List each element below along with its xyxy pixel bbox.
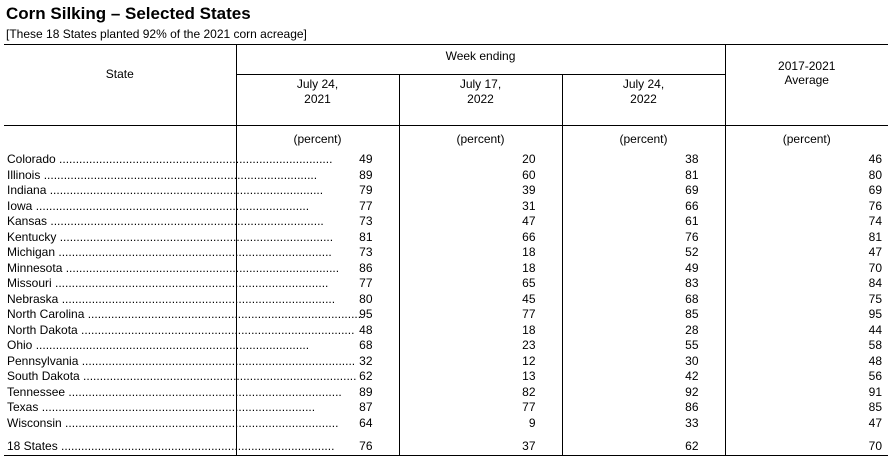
unit-label: (percent)	[725, 126, 888, 153]
table-row	[4, 416, 888, 432]
state-cell	[4, 260, 340, 277]
value-july24-2021: 32	[236, 354, 399, 370]
table-row	[4, 354, 888, 370]
state-name: Tennessee	[7, 384, 66, 399]
leader-dots: ..................................................................................	[56, 229, 334, 244]
state-name: Ohio	[7, 338, 33, 352]
leader-dots: ..................................................................................	[46, 183, 324, 197]
value-july24-2022: 76	[562, 230, 725, 246]
unit-spacer	[4, 126, 236, 153]
leader-dots: ..................................................................................	[55, 152, 333, 166]
leader-dots: ..................................................................................	[51, 276, 329, 290]
value-july17-2022: 77	[399, 307, 562, 323]
table-row	[4, 245, 888, 261]
value-july24-2022: 62	[562, 439, 725, 455]
table-row	[4, 261, 888, 277]
value-july24-2021: 89	[236, 168, 399, 184]
value-average: 80	[725, 168, 888, 184]
value-july24-2022: 85	[562, 307, 725, 323]
value-july24-2022: 61	[562, 214, 725, 230]
value-average: 75	[725, 292, 888, 308]
state-name: Indiana	[7, 183, 47, 197]
value-july24-2022: 83	[562, 276, 725, 292]
value-july24-2022: 55	[562, 338, 725, 354]
state-name: Wisconsin	[7, 415, 62, 430]
value-july24-2021: 87	[236, 400, 399, 416]
col-july24-2021-header	[236, 75, 399, 126]
state-cell	[4, 291, 336, 308]
leader-dots: ..................................................................................	[77, 322, 355, 337]
state-cell	[4, 369, 357, 385]
col3-line1: July 24,	[622, 77, 665, 92]
value-july24-2022: 69	[562, 183, 725, 199]
table-row	[4, 400, 888, 416]
value-july24-2021: 77	[236, 276, 399, 292]
value-july24-2021: 89	[236, 385, 399, 401]
average-header-line1: 2017-2021	[778, 59, 836, 73]
leader-dots: ..................................................................................	[61, 415, 339, 430]
state-header: State	[4, 45, 236, 126]
value-july17-2022: 9	[399, 416, 562, 432]
state-name: North Carolina	[7, 307, 85, 321]
value-average: 85	[725, 400, 888, 416]
value-average: 81	[725, 230, 888, 246]
value-average: 84	[725, 276, 888, 292]
value-july24-2021: 64	[236, 416, 399, 432]
value-july17-2022: 37	[399, 439, 562, 455]
value-july17-2022: 39	[399, 183, 562, 199]
spacer-cell	[725, 431, 888, 439]
table-row	[4, 385, 888, 401]
table-row	[4, 230, 888, 246]
value-average: 47	[725, 245, 888, 261]
leader-dots: ..................................................................................	[62, 260, 340, 275]
value-july17-2022: 82	[399, 385, 562, 401]
col2-line1: July 17,	[459, 77, 502, 92]
state-cell	[4, 183, 324, 199]
state-name: Minnesota	[7, 260, 63, 275]
value-july24-2021: 76	[236, 439, 399, 455]
value-july17-2022: 31	[399, 199, 562, 215]
state-name: 18 States	[7, 439, 58, 453]
value-july24-2021: 95	[236, 307, 399, 323]
col1-line2: 2021	[304, 92, 331, 107]
leader-dots: ..................................................................................	[84, 307, 362, 321]
state-name: Missouri	[7, 276, 52, 290]
state-name: Kansas	[7, 214, 48, 228]
value-average: 58	[725, 338, 888, 354]
state-name: Pennsylvania	[7, 353, 79, 368]
value-july24-2022: 86	[562, 400, 725, 416]
table-row	[4, 168, 888, 184]
leader-dots: ..................................................................................	[79, 369, 357, 383]
value-july24-2022: 30	[562, 354, 725, 370]
value-july24-2022: 81	[562, 168, 725, 184]
state-cell	[4, 439, 335, 455]
unit-label: (percent)	[236, 126, 399, 153]
state-name: Colorado	[7, 152, 56, 166]
unit-label: (percent)	[399, 126, 562, 153]
value-average: 44	[725, 323, 888, 339]
state-cell	[4, 322, 355, 339]
value-july24-2021: 77	[236, 199, 399, 215]
value-july24-2022: 68	[562, 292, 725, 308]
table-row	[4, 369, 888, 385]
state-cell	[4, 198, 310, 215]
silking-table	[4, 44, 888, 456]
value-july24-2022: 33	[562, 416, 725, 432]
table-row	[4, 199, 888, 215]
spacer-cell	[399, 431, 562, 439]
state-cell	[4, 353, 356, 370]
col2-line2: 2022	[467, 92, 494, 107]
average-header	[725, 45, 888, 126]
value-july17-2022: 65	[399, 276, 562, 292]
value-july17-2022: 18	[399, 245, 562, 261]
value-july17-2022: 47	[399, 214, 562, 230]
state-name: Nebraska	[7, 291, 59, 306]
col-july24-2022-header	[562, 75, 725, 126]
value-july17-2022: 18	[399, 323, 562, 339]
spacer-cell	[562, 431, 725, 439]
value-july17-2022: 45	[399, 292, 562, 308]
week-ending-header: Week ending	[236, 45, 725, 75]
table-row	[4, 276, 888, 292]
state-cell	[4, 276, 329, 292]
value-july24-2021: 81	[236, 230, 399, 246]
value-average: 95	[725, 307, 888, 323]
table-row	[4, 214, 888, 230]
state-name: Michigan	[7, 245, 56, 259]
state-cell	[4, 400, 316, 416]
average-header-line2: Average	[784, 73, 829, 87]
leader-dots: ..................................................................................	[40, 167, 318, 182]
state-name: Texas	[7, 400, 39, 414]
value-july24-2021: 49	[236, 152, 399, 168]
state-name: Kentucky	[7, 229, 57, 244]
state-cell	[4, 384, 342, 401]
state-cell	[4, 167, 318, 184]
state-cell	[4, 229, 334, 246]
table-row	[4, 183, 888, 199]
row-spacer	[4, 431, 888, 439]
col3-line2: 2022	[630, 92, 657, 107]
state-cell	[4, 338, 310, 354]
table-row	[4, 338, 888, 354]
state-name: Illinois	[7, 167, 41, 182]
leader-dots: ..................................................................................	[57, 439, 335, 453]
value-july24-2022: 66	[562, 199, 725, 215]
state-name: Iowa	[7, 198, 33, 213]
unit-label: (percent)	[562, 126, 725, 153]
value-average: 48	[725, 354, 888, 370]
leader-dots: ..................................................................................	[47, 214, 324, 228]
value-july24-2021: 80	[236, 292, 399, 308]
value-average: 47	[725, 416, 888, 432]
value-july17-2022: 13	[399, 369, 562, 385]
value-july17-2022: 18	[399, 261, 562, 277]
state-cell	[4, 415, 339, 432]
value-july17-2022: 20	[399, 152, 562, 168]
leader-dots: ..................................................................................	[38, 400, 316, 414]
value-average: 76	[725, 199, 888, 215]
value-july24-2022: 52	[562, 245, 725, 261]
value-july24-2022: 38	[562, 152, 725, 168]
value-july24-2021: 62	[236, 369, 399, 385]
leader-dots: ..................................................................................	[78, 353, 356, 368]
state-cell	[4, 245, 332, 261]
value-average: 69	[725, 183, 888, 199]
value-july17-2022: 66	[399, 230, 562, 246]
value-average: 46	[725, 152, 888, 168]
state-cell	[4, 307, 362, 323]
state-name: North Dakota	[7, 322, 78, 337]
value-average: 56	[725, 369, 888, 385]
value-july24-2022: 92	[562, 385, 725, 401]
value-average: 74	[725, 214, 888, 230]
leader-dots: ..................................................................................	[58, 291, 336, 306]
table-row	[4, 292, 888, 308]
leader-dots: ..................................................................................	[32, 338, 310, 352]
value-july24-2021: 68	[236, 338, 399, 354]
value-july24-2021: 86	[236, 261, 399, 277]
state-cell	[4, 214, 324, 230]
value-average: 91	[725, 385, 888, 401]
value-july24-2021: 48	[236, 323, 399, 339]
leader-dots: ..................................................................................	[65, 384, 342, 399]
leader-dots: ..................................................................................	[32, 198, 310, 213]
col-july17-2022-header	[399, 75, 562, 126]
value-average: 70	[725, 261, 888, 277]
total-row	[4, 439, 888, 455]
page-subtitle: [These 18 States planted 92% of the 2021 corn acreage]	[6, 27, 307, 41]
table-row	[4, 152, 888, 168]
value-july17-2022: 12	[399, 354, 562, 370]
spacer-cell	[4, 431, 236, 439]
spacer-cell	[236, 431, 399, 439]
value-july24-2022: 42	[562, 369, 725, 385]
value-july24-2021: 73	[236, 214, 399, 230]
value-july24-2021: 79	[236, 183, 399, 199]
table-row	[4, 307, 888, 323]
col1-line1: July 24,	[296, 77, 339, 92]
value-july17-2022: 60	[399, 168, 562, 184]
value-july17-2022: 77	[399, 400, 562, 416]
value-july24-2022: 49	[562, 261, 725, 277]
value-july24-2021: 73	[236, 245, 399, 261]
table-row	[4, 323, 888, 339]
state-name: South Dakota	[7, 369, 80, 383]
state-cell	[4, 152, 333, 168]
value-july17-2022: 23	[399, 338, 562, 354]
value-july24-2022: 28	[562, 323, 725, 339]
page-title: Corn Silking – Selected States	[6, 4, 251, 23]
leader-dots: ..................................................................................	[55, 245, 332, 259]
value-average: 70	[725, 439, 888, 455]
